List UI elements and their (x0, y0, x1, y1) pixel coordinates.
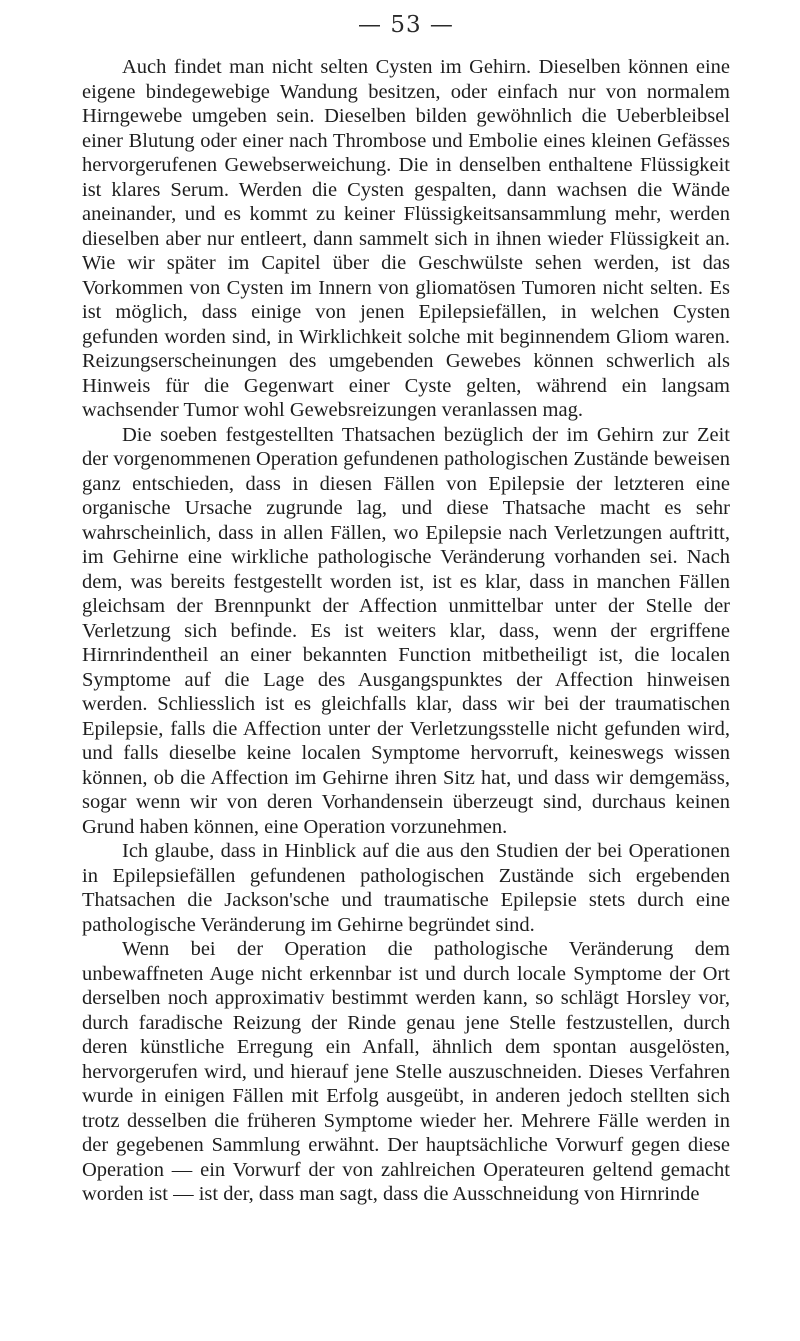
book-page (82, 0, 730, 1341)
page-number: — 53 — (358, 12, 454, 38)
paragraph-1: Auch findet man nicht selten Cysten im Gehirn. Dieselben können eine eigene bindegewebige Wandung besitzen, oder einfach nur von normalem Hirngewebe umgeben sein. Dieselben bilden gewöhnlich die Ueberbleibsel einer Blutung oder einer nach Thrombose und Embolie eines kleinen Gefässes hervorgerufenen Gewebserweichung. Die in denselben enthaltene Flüssigkeit ist klares Serum. Werden die Cysten gespalten, dann wachsen die Wände aneinander, und es kommt zu keiner Flüssigkeitsansammlung mehr, werden dieselben aber nur entleert, dann sammelt sich in ihnen wieder Flüssigkeit an. Wie wir später im Capitel über die Geschwülste sehen werden, ist das Vorkommen von Cysten im Innern von gliomatösen Tumoren nicht selten. Es ist möglich, dass einige von jenen Epilepsiefällen, in welchen Cysten gefunden worden sind, in Wirklichkeit solche mit beginnendem Gliom waren. Reizungserscheinungen des umgebenden Gewebes können schwerlich als Hinweis für die Gegenwart einer Cyste gelten, während ein langsam wachsender Tumor wohl Gewebsreizungen veranlassen mag. (82, 56, 730, 421)
paragraph-2: Die soeben festgestellten Thatsachen bezüglich der im Gehirn zur Zeit der vorgenommenen Operation gefundenen pathologischen Zustände beweisen ganz entschieden, dass in diesen Fällen von Epilepsie der letzteren eine organische Ursache zugrunde lag, und diese Thatsache macht es sehr wahrscheinlich, dass in allen Fällen, wo Epilepsie nach Verletzungen auftritt, im Gehirne eine wirkliche pathologische Veränderung vorhanden sei. Nach dem, was bereits festgestellt worden ist, ist es klar, dass in manchen Fällen gleichsam der Brennpunkt der Affection unmittelbar unter der Stelle der Verletzung sich befinde. Es ist weiters klar, dass, wenn der ergriffene Hirnrindentheil an einer bekannten Function mitbetheiligt ist, die localen Symptome auf die Lage des Ausgangspunktes der Affection hinweisen werden. Schliesslich ist es gleichfalls klar, dass wir bei der traumatischen Epilepsie, falls die Affection unter der Verletzungsstelle nicht gefunden wird, und falls dieselbe keine localen Symptome hervorruft, keineswegs wissen können, ob die Affection im Gehirne ihren Sitz hat, und dass wir demgemäss, sogar wenn wir von deren Vorhandensein überzeugt sind, durchaus keinen Grund haben können, eine Operation vorzunehmen. (82, 423, 730, 838)
body-text (82, 55, 730, 1207)
paragraph-3: Ich glaube, dass in Hinblick auf die aus den Studien der bei Operationen in Epilepsiefällen gefundenen pathologischen Zustände sich ergebenden Thatsachen die Jackson'sche und traumatische Epilepsie stets durch eine pathologische Veränderung im Gehirne begründet sind. (82, 840, 730, 936)
paragraph-4: Wenn bei der Operation die pathologische Veränderung dem unbewaffneten Auge nicht erkennbar ist und durch locale Symptome der Ort derselben noch approximativ bestimmt werden kann, so schlägt Horsley vor, durch faradische Reizung der Rinde genau jene Stelle festzustellen, durch deren künstliche Erregung ein Anfall, ähnlich dem spontan ausgelösten, hervorgerufen wird, und hierauf jene Stelle auszuschneiden. Dieses Verfahren wurde in einigen Fällen mit Erfolg ausgeübt, in anderen jedoch stellten sich trotz desselben die früheren Symptome wieder her. Mehrere Fälle werden in der gegebenen Sammlung erwähnt. Der hauptsächliche Vorwurf gegen diese Operation — ein Vorwurf der von zahlreichen Operateuren geltend gemacht worden ist — ist der, dass man sagt, dass die Ausschneidung von Hirnrinde (82, 938, 730, 1205)
